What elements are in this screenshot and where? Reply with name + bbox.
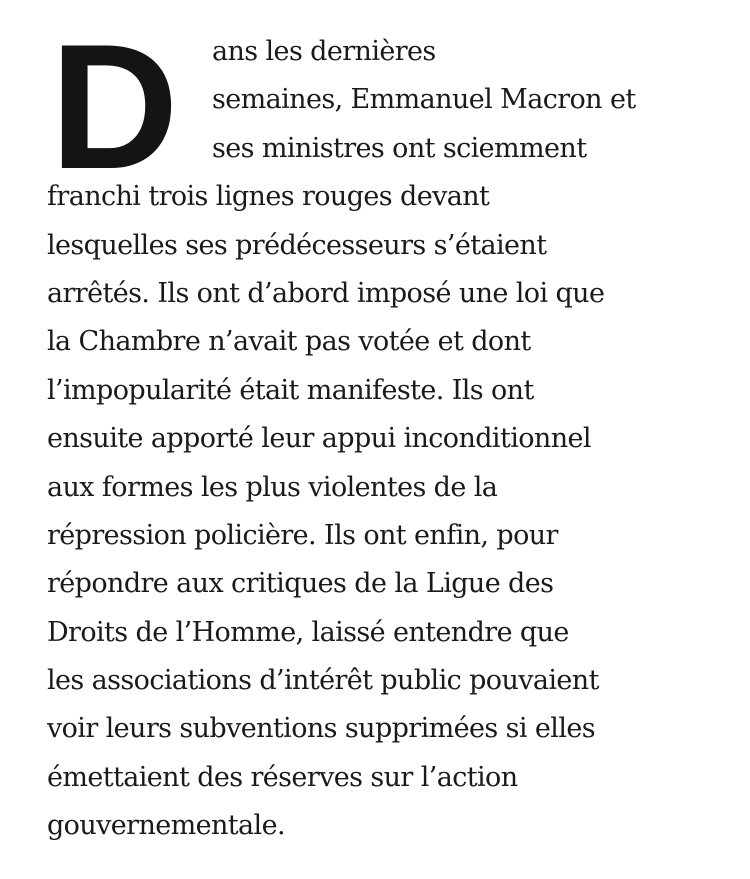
text-line: répression policière. Ils ont enfin, pour — [47, 519, 558, 551]
text-line: aux formes les plus violentes de la — [47, 471, 498, 503]
text-line: lesquelles ses prédécesseurs s’étaient — [47, 229, 547, 261]
text-line: la Chambre n’avait pas votée et dont — [47, 326, 531, 358]
text-line: répondre aux critiques de la Ligue des — [47, 568, 554, 600]
text-line: voir leurs subventions supprimées si elles — [47, 713, 596, 745]
drop-cap: D — [50, 7, 177, 206]
article-body — [47, 7, 727, 851]
text-line: gouvernementale. — [47, 810, 285, 842]
text-line: l’impopularité était manifeste. Ils ont — [47, 374, 534, 406]
text-line: Droits de l’Homme, laissé entendre que — [47, 616, 569, 648]
text-line: ans les dernières — [212, 36, 436, 67]
text-line: ensuite apporté leur appui inconditionnel — [47, 423, 591, 455]
text-line: semaines, Emmanuel Macron et — [212, 84, 636, 116]
text-line: ses ministres ont sciemment — [212, 132, 587, 164]
text-line: franchi trois lignes rouges devant — [47, 181, 490, 213]
text-line: émettaient des réserves sur l’action — [47, 761, 518, 793]
text-line: les associations d’intérêt public pouvaient — [47, 665, 599, 697]
text-line: arrêtés. Ils ont d’abord imposé une loi que — [47, 277, 605, 309]
